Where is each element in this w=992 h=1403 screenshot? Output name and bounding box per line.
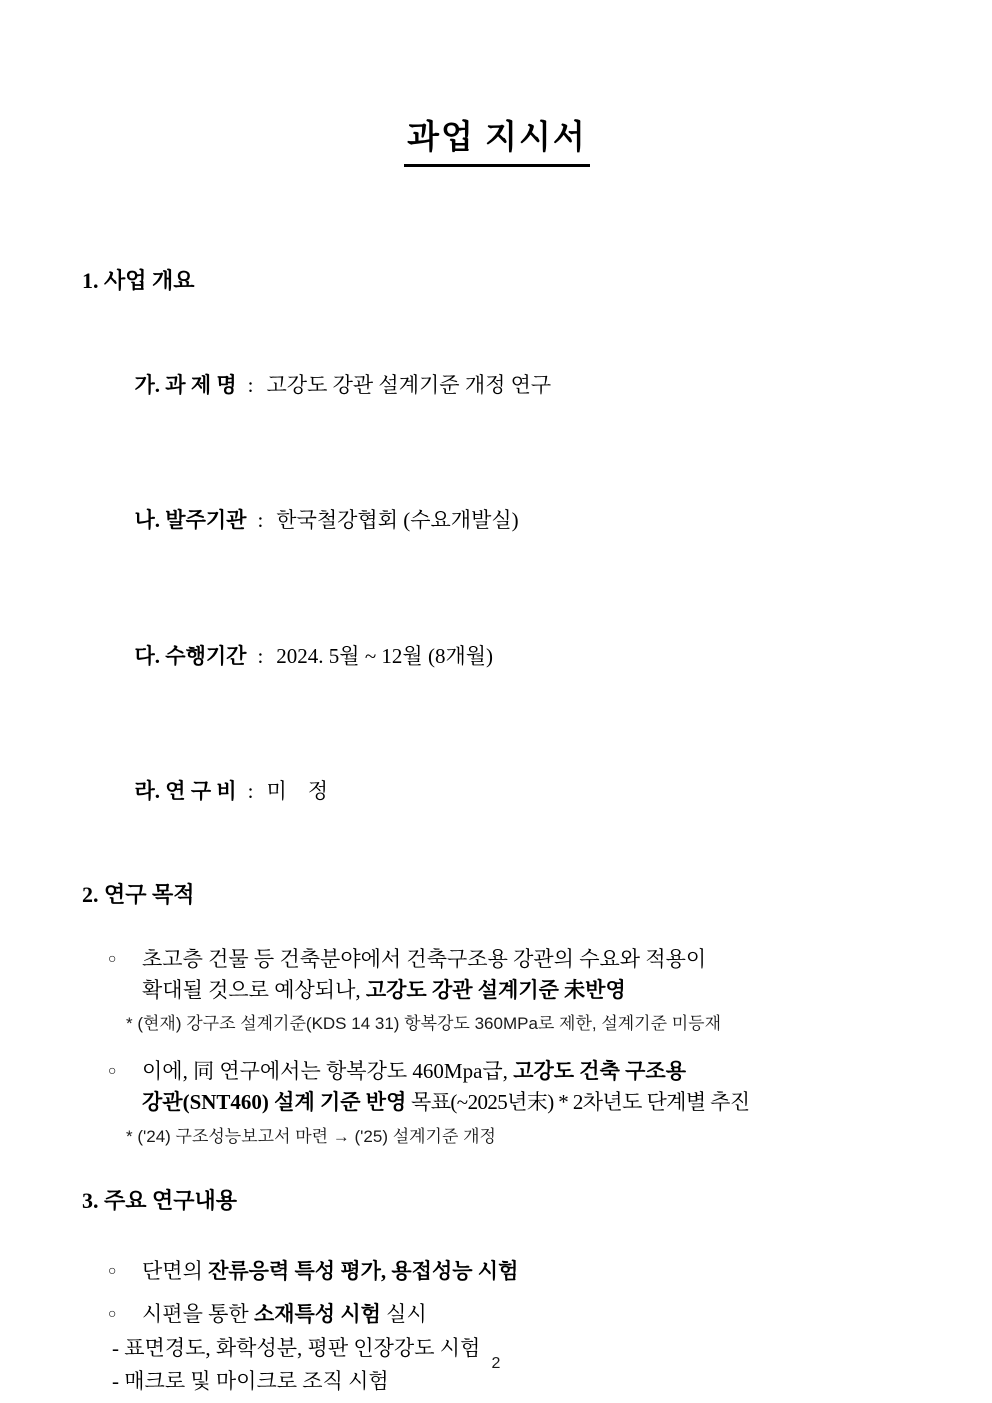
colon-separator: : [247,779,254,804]
field-value: 한국철강협회 (수요개발실) [276,508,519,533]
section-1-heading: 1. 사업 개요 [82,268,195,294]
bullet-item [108,944,912,1006]
document-title: 과업 지시서 [404,118,590,167]
field-project-name [103,340,912,430]
sub-item: - 표면경도, 화학성분, 평판 인장강도 시험 [112,1336,481,1361]
text-regular: 목표(~2025년末) * 2차년도 단계별 추진 [406,1090,750,1115]
bullet-line [142,1256,518,1287]
bullet-text [142,1256,518,1287]
field-label: 라. 연 구 비 [134,779,237,804]
text-regular: 확대될 것으로 예상되나, [142,978,366,1003]
text-regular: 실시 [380,1302,427,1327]
page-number: 2 [491,1355,501,1372]
colon-separator: : [257,644,264,669]
field-project-period [103,611,912,701]
field-research-budget [103,746,912,836]
footnote: * ('24) 구조성능보고서 마련 → ('25) 설계기준 개정 [126,1127,496,1147]
circle-bullet-icon: ○ [108,952,117,968]
bullet-item [108,1056,912,1118]
text-bold: 잔류응력 특성 평가, 용접성능 시험 [208,1259,519,1284]
colon-separator: : [247,373,254,398]
bullet-line [142,1056,750,1087]
field-label: 나. 발주기관 [134,508,247,533]
title-block [82,118,912,167]
field-value: 미 정 [266,779,329,804]
bullet-line [142,1087,750,1118]
field-value: 2024. 5월 ~ 12월 (8개월) [276,644,494,669]
bullet-text [142,1056,750,1118]
text-regular: 시편을 통한 [142,1302,254,1327]
bullet-item [108,1299,912,1330]
bullet-line [142,1299,427,1330]
section-research-purpose [82,836,912,1150]
text-regular: 단면의 [142,1259,209,1284]
bullet-line [142,975,706,1006]
section-2-heading: 2. 연구 목적 [82,882,195,908]
field-label: 가. 과 제 명 [134,373,237,398]
text-bold: 고강도 건축 구조용 [513,1059,686,1084]
footnote: * (현재) 강구조 설계기준(KDS 14 31) 항복강도 360MPa로 제한, 설계기준 미등재 [126,1014,722,1034]
field-label: 다. 수행기간 [134,644,247,669]
section-project-overview [82,167,912,836]
bullet-line: 초고층 건물 등 건축분야에서 건축구조용 강관의 수요와 적용이 [142,947,707,972]
text-bold: 소재특성 시험 [253,1302,381,1327]
sub-item: - 매크로 및 마이크로 조직 시험 [112,1369,389,1394]
circle-bullet-icon: ○ [108,1307,117,1323]
text-bold: 고강도 강관 설계기준 未반영 [365,978,626,1003]
circle-bullet-icon: ○ [108,1064,117,1080]
bullet-item [108,1256,912,1287]
field-ordering-agency [103,475,912,565]
circle-bullet-icon: ○ [108,1264,117,1280]
bullet-text [142,944,706,1006]
colon-separator: : [257,508,264,533]
text-regular: 이에, 同 연구에서는 항복강도 460Mpa급, [142,1059,514,1084]
bullet-text [142,1299,427,1330]
section-3-heading: 3. 주요 연구내용 [82,1188,238,1214]
text-bold: 강관(SNT460) 설계 기준 반영 [142,1090,407,1115]
field-value: 고강도 강관 설계기준 개정 연구 [266,373,552,398]
